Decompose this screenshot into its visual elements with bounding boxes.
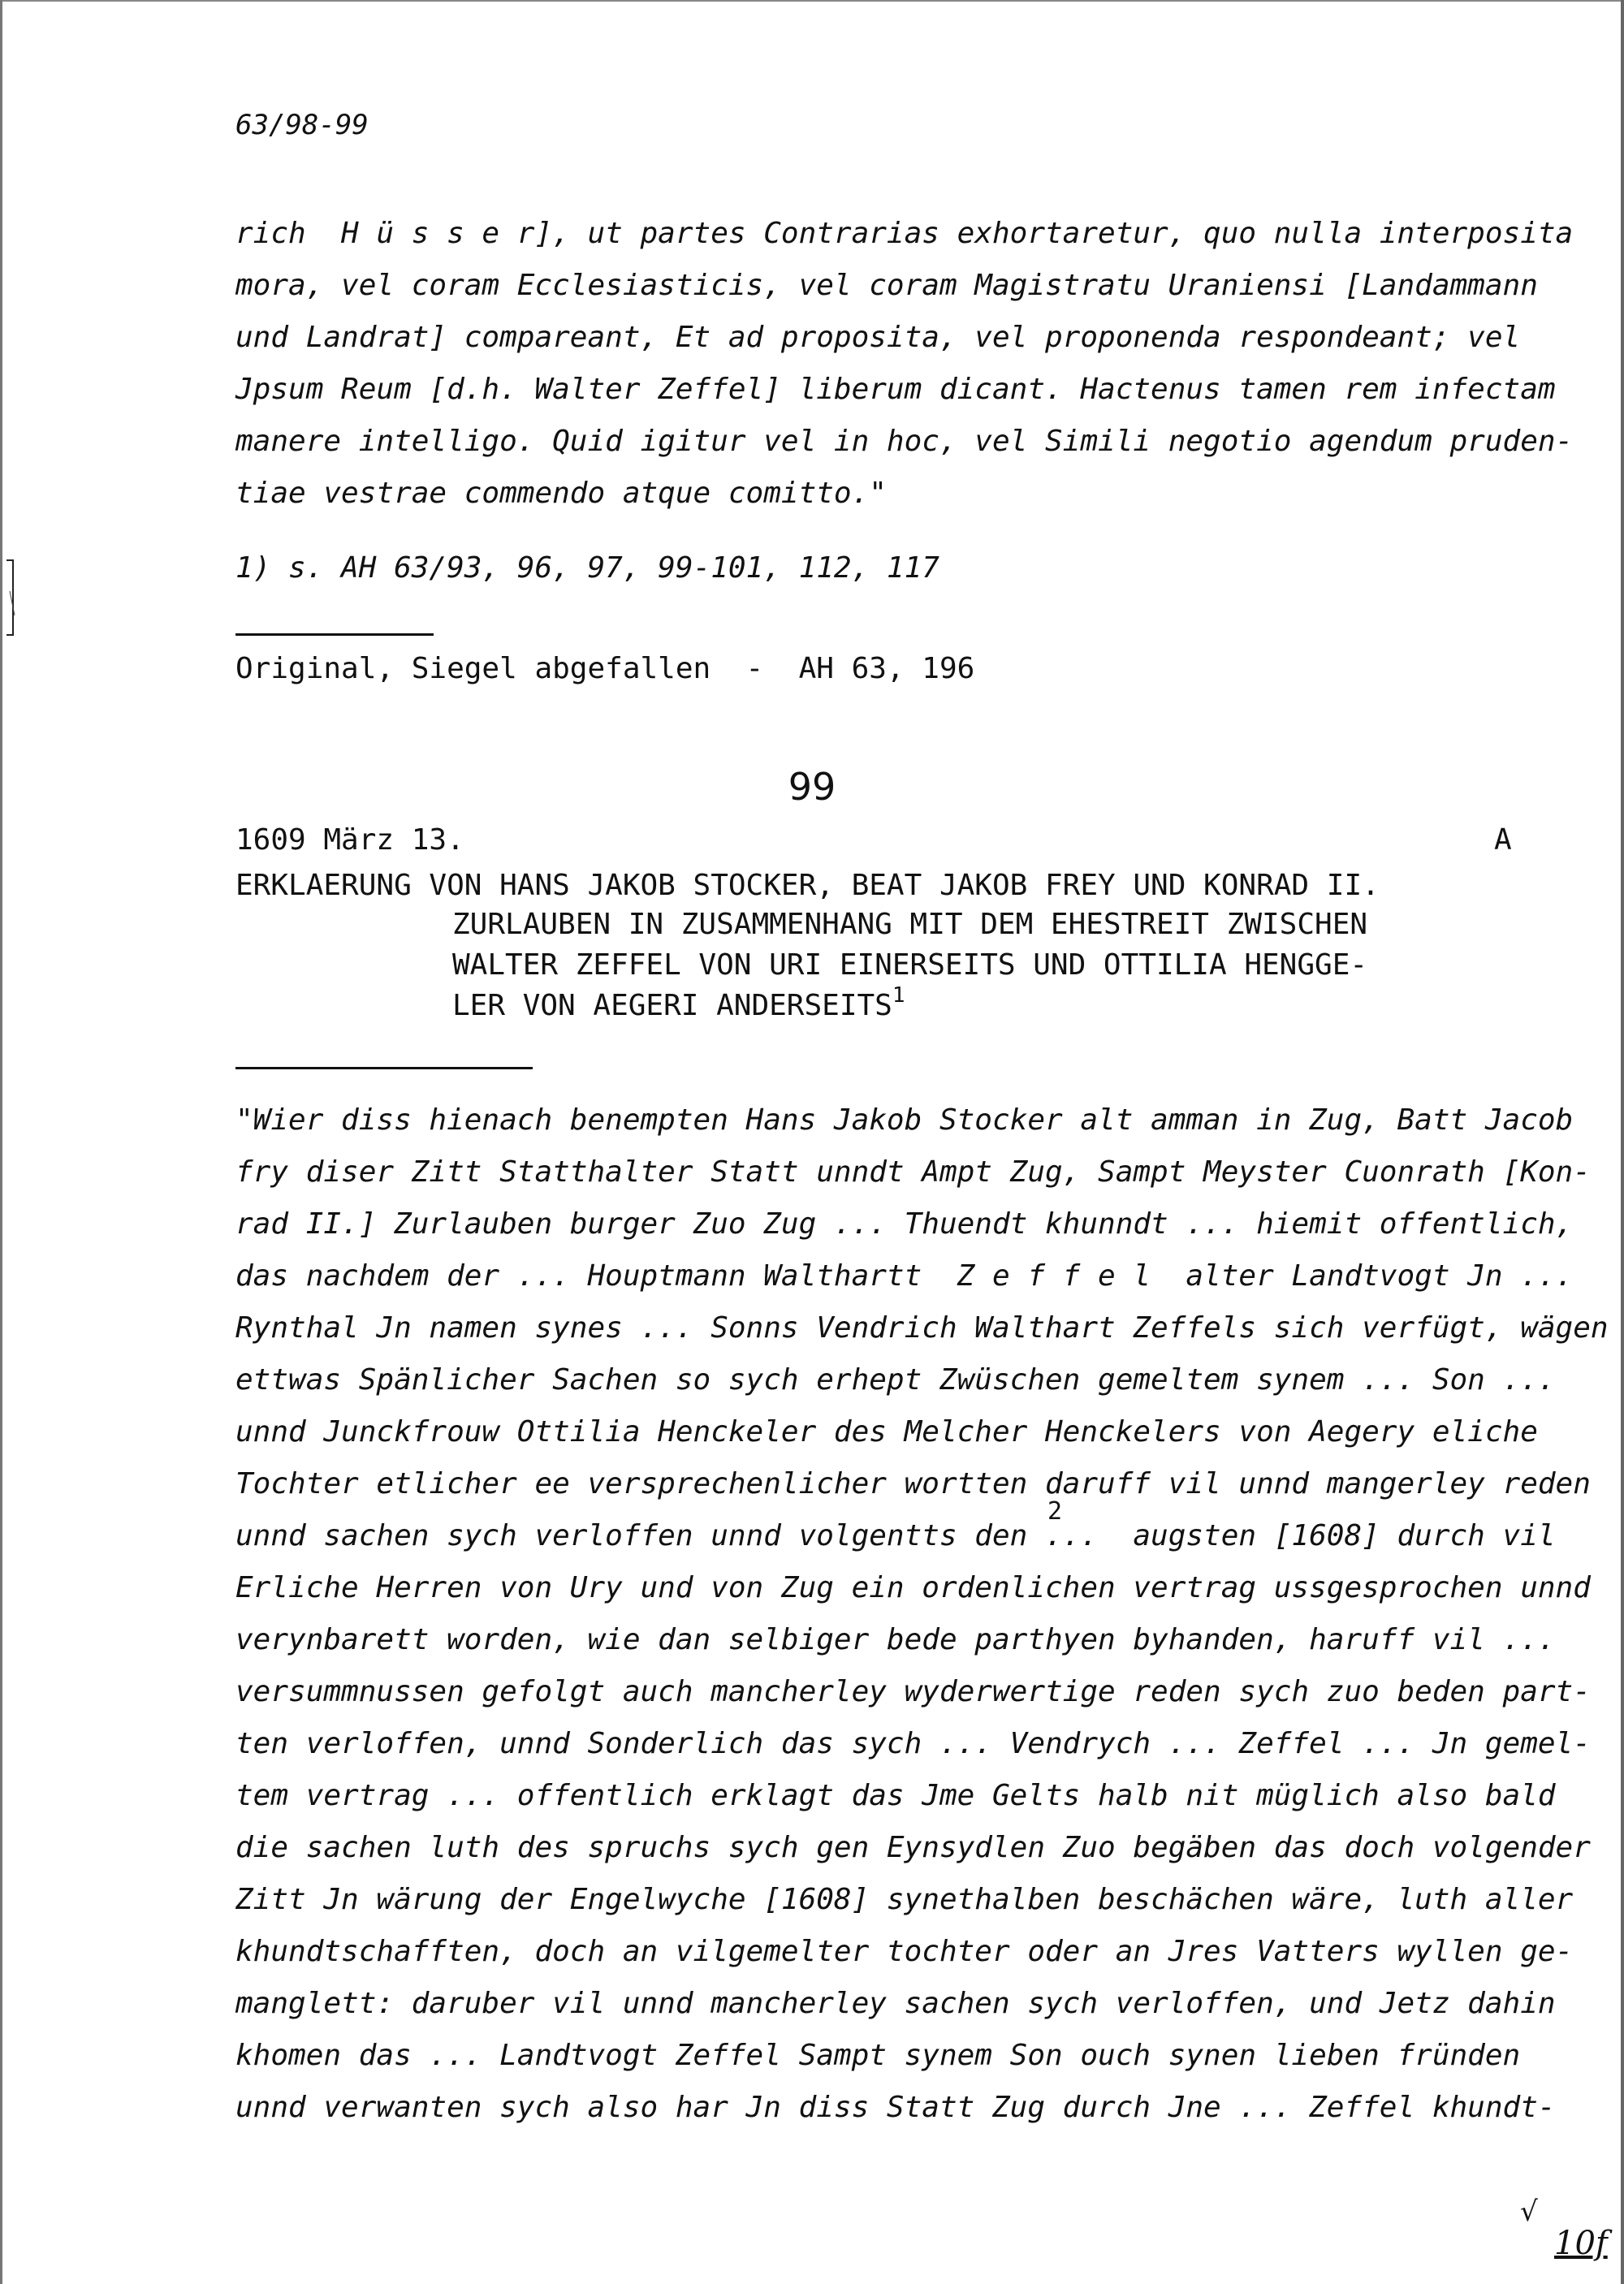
text-line: und Landrat] compareant, Et ad proposita, vel proponenda respondeant; vel [235,321,1521,354]
page-edge-left [0,0,2,2284]
text-line: ten verloffen, unnd Sonderlich das sych ... Vendrych ... Zeffel ... Jn gemel- [235,1727,1591,1760]
source-note: Original, Siegel abgefallen - AH 63, 196 [235,652,975,685]
title-line [452,983,905,1022]
title-line: WALTER ZEFFEL VON URI EINERSEITS UND OTTILIA HENGGE- [452,948,1368,982]
document-flag: A [1494,823,1512,857]
separator-rule [235,1067,533,1069]
text-line: fry diser Zitt Statthalter Statt unndt Ampt Zug, Sampt Meyster Cuonrath [Kon- [235,1155,1591,1189]
separator-rule [235,633,434,636]
title-line-text: LER VON AEGERI ANDERSEITS [452,989,892,1022]
check-mark: √ [1520,2195,1538,2228]
text-line: "Wier diss hienach benempten Hans Jakob Stocker alt amman in Zug, Batt Jacob [235,1103,1574,1137]
text-line: khundtschafften, doch an vilgemelter tochter oder an Jres Vatters wyllen ge- [235,1935,1574,1968]
text-line: Erliche Herren von Ury und von Zug ein ordenlichen vertrag ussgesprochen unnd [235,1571,1591,1604]
page-edge-top [0,0,1624,2]
footnote-top: 1) s. AH 63/93, 96, 97, 99-101, 112, 117 [235,551,939,585]
title-line: ZURLAUBEN IN ZUSAMMENHANG MIT DEM EHESTREIT ZWISCHEN [452,908,1368,941]
text-line: manere intelligo. Quid igitur vel in hoc, vel Simili negotio agendum pruden- [235,425,1574,458]
handwritten-page-number: 10f [1554,2225,1608,2262]
text-line: Tochter etlicher ee versprechenlicher wortten daruff vil unnd mangerley reden [235,1467,1591,1500]
text-line: unnd verwanten sych also har Jn diss Statt Zug durch Jne ... Zeffel khundt- [235,2091,1556,2124]
text-line: unnd Junckfrouw Ottilia Henckeler des Melcher Henckelers von Aegery eliche [235,1415,1538,1449]
margin-bracket-mark [5,559,16,637]
text-line: ettwas Spänlicher Sachen so sych erhept Zwüschen gemeltem synem ... Son ... [235,1363,1556,1397]
footnote-ref: 1 [892,983,905,1008]
text-line: tem vertrag ... offentlich erklagt das Jme Gelts halb nit müglich also bald [235,1779,1556,1812]
title-line: ERKLAERUNG VON HANS JAKOB STOCKER, BEAT JAKOB FREY UND KONRAD II. [235,869,1380,902]
page-reference: 63/98-99 [235,109,369,141]
document-number: 99 [788,765,836,809]
text-line: manglett: daruber vil unnd mancherley sachen sych verloffen, und Jetz dahin [235,1987,1556,2020]
text-line: unnd sachen sych verloffen unnd volgentts den ... augsten [1608] durch vil [235,1519,1556,1552]
footnote-ref: 2 [1047,1497,1063,1526]
text-line: Rynthal Jn namen synes ... Sonns Vendrich Walthart Zeffels sich verfügt, wägen [235,1311,1609,1345]
text-line: rich H ü s s e r], ut partes Contrarias exhortaretur, quo nulla interposita [235,217,1574,250]
text-line: rad II.] Zurlauben burger Zuo Zug ... Thuendt khunndt ... hiemit offentlich, [235,1207,1574,1241]
text-line: tiae vestrae commendo atque comitto." [235,477,887,510]
document-date: 1609 März 13. [235,823,464,857]
text-line: Zitt Jn wärung der Engelwyche [1608] synethalben beschächen wäre, luth aller [235,1883,1574,1916]
text-line: verynbarett worden, wie dan selbiger bede parthyen byhanden, haruff vil ... [235,1623,1556,1656]
text-line: das nachdem der ... Houptmann Walthartt Z e f f e l alter Landtvogt Jn ... [235,1259,1574,1293]
text-line: die sachen luth des spruchs sych gen Eynsydlen Zuo begäben das doch volgender [235,1831,1591,1864]
text-line: mora, vel coram Ecclesiasticis, vel coram Magistratu Uraniensi [Landammann [235,269,1538,302]
text-line: versummnussen gefolgt auch mancherley wyderwertige reden sych zuo beden part- [235,1675,1591,1708]
text-line: Jpsum Reum [d.h. Walter Zeffel] liberum dicant. Hactenus tamen rem infectam [235,373,1556,406]
page-edge-right [1621,0,1624,2284]
text-line: khomen das ... Landtvogt Zeffel Sampt synem Son ouch synen lieben fründen [235,2039,1521,2072]
